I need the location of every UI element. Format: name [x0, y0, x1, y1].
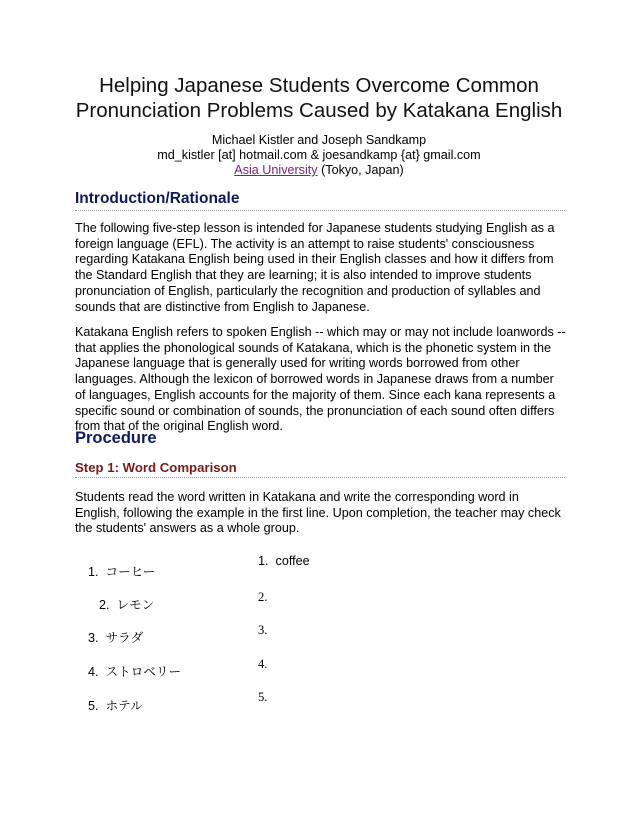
- intro-paragraph-2: Katakana English refers to spoken English -- which may or may not include loanwords -- that applies the phonological sounds of Katakana, which is the phonetic system in the Japanese language that is generally used for writing words borrowed from other languages. Although the lexicon of borrowed words in Japanese draws from a number of languages, English accounts for the majority of them. Since each kana represents a specific sound or combination of sounds, the pronunciation of each sound often differs from that of the original English word.: [75, 325, 566, 434]
- english-item-4: 4.: [258, 657, 268, 671]
- step1-heading: Step 1: Word Comparison: [75, 460, 565, 478]
- katakana-word: ストロベリー: [105, 665, 182, 679]
- authors: Michael Kistler and Joseph Sandkamp: [211, 133, 427, 147]
- english-word: coffee: [275, 554, 310, 568]
- katakana-word: コーヒー: [105, 565, 156, 579]
- katakana-item-3: 3. サラダ: [88, 631, 144, 645]
- katakana-item-5: 5. ホテル: [88, 699, 143, 713]
- katakana-item-1: 1. コーヒー: [88, 565, 156, 579]
- intro-heading: Introduction/Rationale: [75, 190, 565, 211]
- title-line-2: Pronunciation Problems Caused by Katakana English: [75, 99, 563, 122]
- intro-paragraph-1: The following five-step lesson is intended for Japanese students studying English as a foreign language (EFL). The activity is an attempt to raise students' consciousness regarding Katakana English being used in their English classes and how it differs from the Standard English that they are learning; it is also intended to improve students pronunciation of English, particularly the recognition and production of syllables and sounds that are distinctive from English to Japanese.: [75, 221, 555, 314]
- katakana-item-4: 4. ストロベリー: [88, 665, 182, 679]
- katakana-word: ホテル: [105, 699, 143, 713]
- english-item-5: 5.: [258, 690, 268, 704]
- page-title: [0, 73, 638, 123]
- step1-instructions: Students read the word written in Katakana and write the corresponding word in English, following the example in the first line. Upon completion, the teacher may check the students' answers as a whole group.: [75, 490, 561, 536]
- procedure-heading: Procedure: [75, 429, 157, 447]
- byline: [0, 133, 638, 178]
- english-item-2: 2.: [258, 590, 268, 604]
- author-emails: md_kistler [at] hotmail.com & joesandkamp {at} gmail.com: [157, 148, 481, 162]
- katakana-item-2: 2. レモン: [99, 598, 155, 612]
- katakana-word: サラダ: [105, 631, 144, 645]
- english-item-1: 1. coffee: [258, 554, 310, 568]
- affiliation: [0, 163, 638, 178]
- title-line-1: Helping Japanese Students Overcome Common: [99, 74, 539, 97]
- university-link[interactable]: Asia University: [234, 163, 318, 177]
- english-item-3: 3.: [258, 623, 268, 637]
- katakana-word: レモン: [116, 598, 155, 612]
- location-text: (Tokyo, Japan): [317, 163, 404, 177]
